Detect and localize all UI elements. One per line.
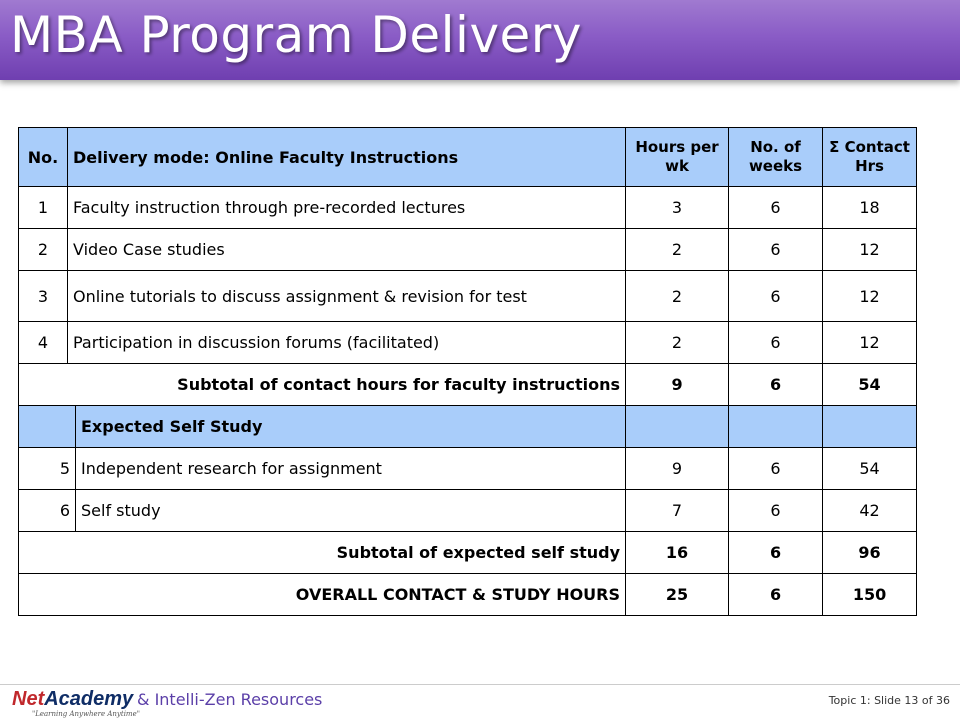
row-total: 54 bbox=[823, 448, 917, 490]
slide-number: Topic 1: Slide 13 of 36 bbox=[828, 694, 950, 707]
subtotal-weeks: 6 bbox=[729, 532, 823, 574]
row-total: 12 bbox=[823, 322, 917, 364]
subtotal-label: Subtotal of expected self study bbox=[19, 532, 626, 574]
self-study-subtotal-row bbox=[19, 532, 917, 574]
faculty-subtotal-row bbox=[19, 364, 917, 406]
overall-hours: 25 bbox=[626, 574, 729, 616]
subtotal-total: 54 bbox=[823, 364, 917, 406]
table-row bbox=[19, 490, 917, 532]
row-no: 2 bbox=[19, 229, 68, 271]
row-hours: 3 bbox=[626, 187, 729, 229]
self-study-section-row bbox=[19, 406, 917, 448]
table-row bbox=[19, 448, 917, 490]
subtotal-hours: 16 bbox=[626, 532, 729, 574]
row-description: Participation in discussion forums (facilitated) bbox=[68, 322, 626, 364]
row-total: 42 bbox=[823, 490, 917, 532]
header-hours-per-wk: Hours per wk bbox=[626, 128, 729, 187]
row-description: Online tutorials to discuss assignment & revision for test bbox=[68, 271, 626, 322]
logo-net-text: Net bbox=[12, 688, 45, 710]
section-blank-cell bbox=[823, 406, 917, 448]
table-header-row bbox=[19, 128, 917, 187]
row-weeks: 6 bbox=[729, 490, 823, 532]
partner-name: & Intelli-Zen Resources bbox=[137, 690, 323, 709]
header-contact-hrs: Σ Contact Hrs bbox=[823, 128, 917, 187]
row-hours: 2 bbox=[626, 229, 729, 271]
header-delivery-mode: Delivery mode: Online Faculty Instructions bbox=[68, 128, 626, 187]
logo-academy-text: Academy bbox=[44, 688, 134, 710]
row-total: 18 bbox=[823, 187, 917, 229]
delivery-table bbox=[18, 127, 917, 616]
row-weeks: 6 bbox=[729, 322, 823, 364]
header-no: No. bbox=[19, 128, 68, 187]
row-total: 12 bbox=[823, 271, 917, 322]
overall-total: 150 bbox=[823, 574, 917, 616]
row-description: Self study bbox=[76, 490, 626, 532]
section-blank-cell bbox=[729, 406, 823, 448]
overall-total-row bbox=[19, 574, 917, 616]
row-weeks: 6 bbox=[729, 448, 823, 490]
row-no: 4 bbox=[19, 322, 68, 364]
subtotal-total: 96 bbox=[823, 532, 917, 574]
row-weeks: 6 bbox=[729, 229, 823, 271]
row-description: Faculty instruction through pre-recorded lectures bbox=[68, 187, 626, 229]
row-hours: 7 bbox=[626, 490, 729, 532]
title-bar bbox=[0, 0, 960, 80]
row-no: 6 bbox=[19, 490, 76, 532]
section-blank-cell bbox=[626, 406, 729, 448]
row-weeks: 6 bbox=[729, 271, 823, 322]
row-no: 5 bbox=[19, 448, 76, 490]
netacademy-logo bbox=[12, 688, 133, 711]
row-hours: 9 bbox=[626, 448, 729, 490]
row-description: Independent research for assignment bbox=[76, 448, 626, 490]
row-no: 1 bbox=[19, 187, 68, 229]
table-row bbox=[19, 322, 917, 364]
row-hours: 2 bbox=[626, 322, 729, 364]
table-row bbox=[19, 187, 917, 229]
row-total: 12 bbox=[823, 229, 917, 271]
section-title: Expected Self Study bbox=[76, 406, 626, 448]
row-no: 3 bbox=[19, 271, 68, 322]
row-description: Video Case studies bbox=[68, 229, 626, 271]
overall-label: OVERALL CONTACT & STUDY HOURS bbox=[19, 574, 626, 616]
table-row bbox=[19, 229, 917, 271]
logo-tagline: "Learning Anywhere Anytime" bbox=[32, 710, 140, 718]
header-no-of-weeks: No. of weeks bbox=[729, 128, 823, 187]
overall-weeks: 6 bbox=[729, 574, 823, 616]
subtotal-hours: 9 bbox=[626, 364, 729, 406]
subtotal-weeks: 6 bbox=[729, 364, 823, 406]
footer-divider bbox=[0, 684, 960, 685]
row-weeks: 6 bbox=[729, 187, 823, 229]
table-row bbox=[19, 271, 917, 322]
slide-title: MBA Program Delivery bbox=[10, 6, 582, 64]
section-blank-cell bbox=[19, 406, 76, 448]
subtotal-label: Subtotal of contact hours for faculty instructions bbox=[19, 364, 626, 406]
row-hours: 2 bbox=[626, 271, 729, 322]
